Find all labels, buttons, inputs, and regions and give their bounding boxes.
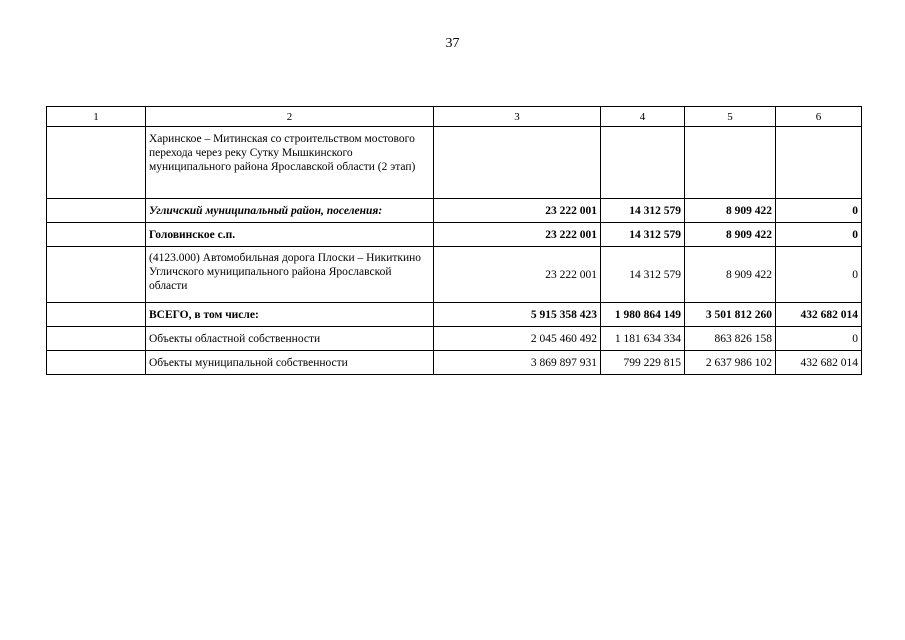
- amount-col5-cell: [685, 127, 776, 199]
- column-number-6: 6: [776, 107, 862, 127]
- total-amount-cell: 2 045 460 492: [434, 327, 601, 351]
- amount-col5-cell: 8 909 422: [685, 199, 776, 223]
- amount-col6-cell: 432 682 014: [776, 303, 862, 327]
- table-row: [47, 127, 862, 199]
- settlement-name-cell: Головинское с.п.: [146, 223, 434, 247]
- table-row-district-subtotal: [47, 199, 862, 223]
- amount-col4-cell: 1 181 634 334: [601, 327, 685, 351]
- amount-col4-cell: 14 312 579: [601, 223, 685, 247]
- budget-table: [46, 106, 862, 375]
- row-code-cell: [47, 247, 146, 303]
- amount-col6-cell: 0: [776, 247, 862, 303]
- amount-col4-cell: 799 229 815: [601, 351, 685, 375]
- table-row: [47, 327, 862, 351]
- district-name-cell: Угличский муниципальный район, поселения:: [146, 199, 434, 223]
- amount-col4-cell: 14 312 579: [601, 199, 685, 223]
- column-number-3: 3: [434, 107, 601, 127]
- total-amount-cell: 5 915 358 423: [434, 303, 601, 327]
- amount-col6-cell: 0: [776, 223, 862, 247]
- column-number-5: 5: [685, 107, 776, 127]
- amount-col6-cell: [776, 127, 862, 199]
- total-amount-cell: 23 222 001: [434, 247, 601, 303]
- row-code-cell: [47, 351, 146, 375]
- table-row-settlement-subtotal: [47, 223, 862, 247]
- category-name-cell: Объекты областной собственности: [146, 327, 434, 351]
- table-row: [47, 247, 862, 303]
- row-code-cell: [47, 127, 146, 199]
- object-name-cell: Харинское – Митинская со строительством мостового перехода через реку Сутку Мышкинского муниципального района Ярославской области (2 этап): [146, 127, 434, 199]
- amount-col5-cell: 8 909 422: [685, 223, 776, 247]
- amount-col6-cell: 432 682 014: [776, 351, 862, 375]
- total-amount-cell: 23 222 001: [434, 199, 601, 223]
- table-header-row: [47, 107, 862, 127]
- row-code-cell: [47, 327, 146, 351]
- category-name-cell: Объекты муниципальной собственности: [146, 351, 434, 375]
- column-number-4: 4: [601, 107, 685, 127]
- page-number: 37: [445, 36, 460, 51]
- amount-col6-cell: 0: [776, 199, 862, 223]
- amount-col6-cell: 0: [776, 327, 862, 351]
- total-amount-cell: [434, 127, 601, 199]
- amount-col5-cell: 3 501 812 260: [685, 303, 776, 327]
- amount-col5-cell: 2 637 986 102: [685, 351, 776, 375]
- row-code-cell: [47, 223, 146, 247]
- amount-col5-cell: 863 826 158: [685, 327, 776, 351]
- column-number-1: 1: [47, 107, 146, 127]
- row-code-cell: [47, 303, 146, 327]
- amount-col4-cell: 1 980 864 149: [601, 303, 685, 327]
- table-row: [47, 351, 862, 375]
- amount-col4-cell: 14 312 579: [601, 247, 685, 303]
- object-name-cell: (4123.000) Автомобильная дорога Плоски – Никиткино Угличского муниципального района Ярославской области: [146, 247, 434, 303]
- amount-col5-cell: 8 909 422: [685, 247, 776, 303]
- total-amount-cell: 23 222 001: [434, 223, 601, 247]
- table-row-grand-total: [47, 303, 862, 327]
- amount-col4-cell: [601, 127, 685, 199]
- total-amount-cell: 3 869 897 931: [434, 351, 601, 375]
- row-code-cell: [47, 199, 146, 223]
- grand-total-label: ВСЕГО, в том числе:: [146, 303, 434, 327]
- column-number-2: 2: [146, 107, 434, 127]
